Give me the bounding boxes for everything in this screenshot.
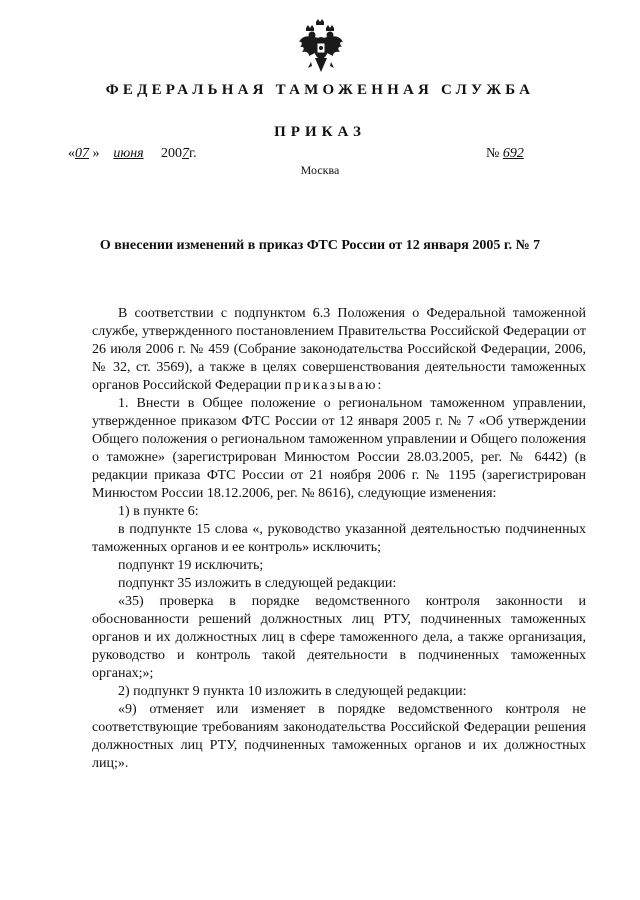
- document-body: [92, 305, 586, 773]
- paragraph-2: 1) в пункте 6:: [118, 504, 199, 519]
- number-value: 692: [502, 146, 524, 161]
- date-year-prefix: 200: [161, 146, 182, 161]
- number-prefix: №: [486, 146, 500, 161]
- paragraph-5: подпункт 35 изложить в следующей редакции:: [118, 576, 397, 591]
- agency-name: ФЕДЕРАЛЬНАЯ ТАМОЖЕННАЯ СЛУЖБА: [105, 82, 535, 98]
- intro-paragraph: [92, 305, 586, 395]
- paragraph-8: «9) отменяет или изменяет в порядке ведомственного контроля не соответствующие требованиям законодательства Российской Федерации решения должностных лиц РТУ, подчиненных таможенных органов и их должностных лиц;».: [92, 702, 586, 771]
- order-word: приказываю:: [284, 378, 384, 393]
- date-month: июня: [113, 146, 144, 161]
- document-type: ПРИКАЗ: [274, 124, 366, 140]
- paragraph-7: 2) подпункт 9 пункта 10 изложить в следующей редакции:: [118, 684, 467, 699]
- paragraph-1: 1. Внести в Общее положение о региональном таможенном управлении, утвержденное приказом ФТС России от 12 января 2005 г. № 7 «Об утверждении Общего положения о региональном таможенном управлении и Общего положения о таможне» (зарегистрирован Минюстом России 28.03.2005, рег. № 6442) (в редакции приказа ФТС России от 21 ноября 2006 г. № 1195 (зарегистрирован Минюстом России 18.12.2006, рег. № 8616), следующие изменения:: [92, 396, 586, 501]
- date-year-suffix: г.: [189, 146, 197, 161]
- paragraph-6: «35) проверка в порядке ведомственного контроля законности и обоснованности решений должностных лиц РТУ, подчиненных таможенных органов и их должностных лиц в сфере таможенного дела, а также организация, руководство и контроль такой деятельности в подчиненных таможенных органах;»;: [92, 594, 586, 681]
- document-title: О внесении изменений в приказ ФТС России от 12 января 2005 г. № 7: [99, 238, 541, 253]
- double-headed-eagle-emblem-icon: [297, 18, 345, 76]
- date-open-quote: «: [68, 146, 75, 161]
- intro-text: В соответствии с подпунктом 6.3 Положения о Федеральной таможенной службе, утвержденного постановлением Правительства Российской Федерации от 26 июля 2006 г. № 459 (Собрание законодательства Российской Федерации, 2006, № 32, ст. 3569), а также в целях совершенствования деятельности таможенных органов Российской Федерации: [92, 306, 586, 393]
- document-number: [486, 146, 586, 162]
- document-date: [68, 146, 197, 162]
- date-close-quote: »: [92, 146, 100, 161]
- paragraph-4: подпункт 19 исключить;: [118, 558, 264, 573]
- date-day: 07: [75, 146, 89, 161]
- city: Москва: [300, 163, 340, 177]
- paragraph-3: в подпункте 15 слова «, руководство указанной деятельностью подчиненных таможенных органов и ее контроль» исключить;: [92, 522, 586, 555]
- date-year-digit: 7: [182, 146, 189, 161]
